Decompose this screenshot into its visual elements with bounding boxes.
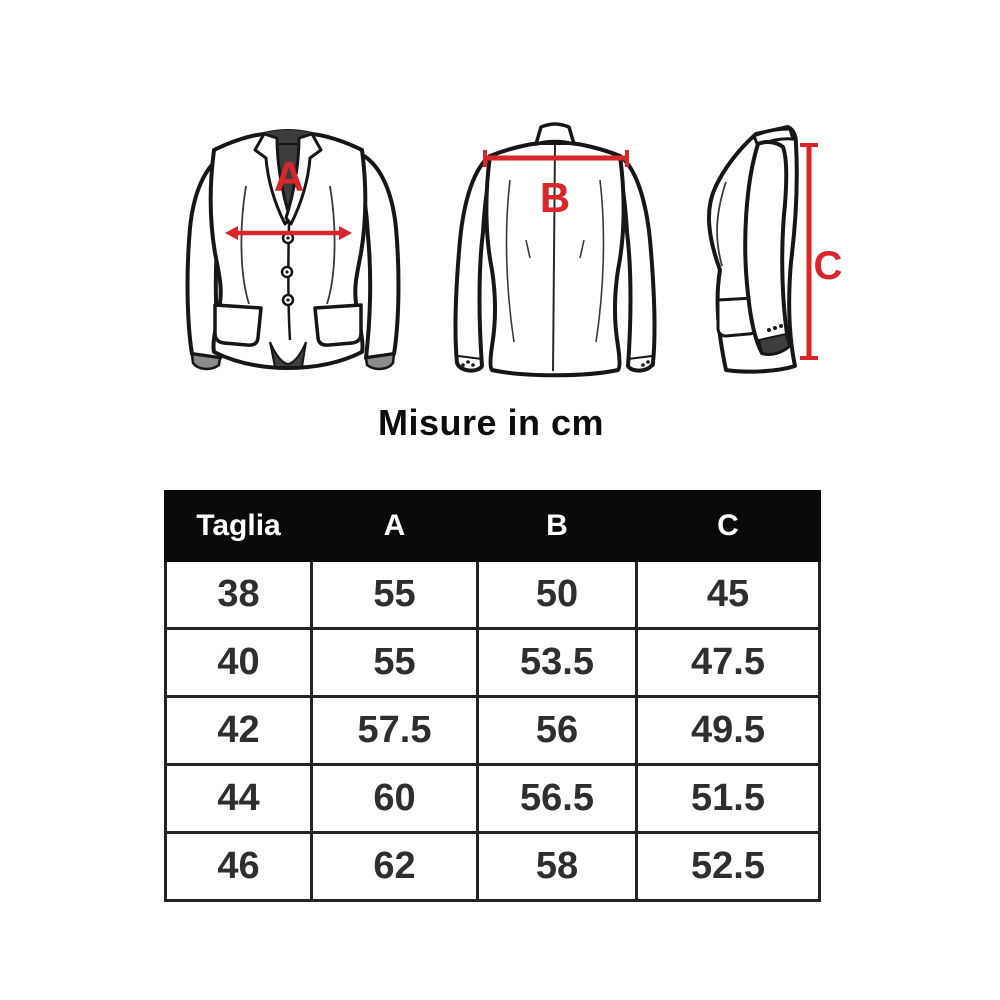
table-cell: 45 xyxy=(637,561,820,629)
table-cell: 49.5 xyxy=(637,697,820,765)
table-cell: 46 xyxy=(166,833,312,901)
table-cell: 42 xyxy=(166,697,312,765)
table-cell: 38 xyxy=(166,561,312,629)
table-cell: 51.5 xyxy=(637,765,820,833)
table-cell: 53.5 xyxy=(478,629,637,697)
table-cell: 62 xyxy=(312,833,478,901)
table-row xyxy=(166,765,820,833)
jacket-side-diagram xyxy=(696,122,846,378)
page-title: Misure in cm xyxy=(377,402,605,443)
table-cell: 56 xyxy=(478,697,637,765)
table-cell: 52.5 xyxy=(637,833,820,901)
table-cell: 57.5 xyxy=(312,697,478,765)
column-header-taglia: Taglia xyxy=(166,492,312,561)
front-left-cuff xyxy=(192,354,220,369)
table-cell: 56.5 xyxy=(478,765,637,833)
table-cell: 55 xyxy=(312,629,478,697)
side-sleeve xyxy=(745,142,789,354)
size-table xyxy=(164,490,821,902)
jacket-front-diagram xyxy=(184,128,402,372)
table-cell: 40 xyxy=(166,629,312,697)
table-row xyxy=(166,697,820,765)
column-header-c: C xyxy=(637,492,820,561)
measurement-label-c: C xyxy=(813,244,843,288)
measurement-label-a: A xyxy=(273,153,305,200)
size-table-header-row xyxy=(166,492,820,561)
size-table-container xyxy=(164,490,821,902)
table-row xyxy=(166,629,820,697)
table-cell: 60 xyxy=(312,765,478,833)
front-right-cuff xyxy=(366,354,394,369)
table-cell: 44 xyxy=(166,765,312,833)
table-row xyxy=(166,561,820,629)
table-cell: 47.5 xyxy=(637,629,820,697)
table-cell: 58 xyxy=(478,833,637,901)
column-header-a: A xyxy=(312,492,478,561)
jacket-back-diagram xyxy=(448,120,668,380)
table-cell: 55 xyxy=(312,561,478,629)
column-header-b: B xyxy=(478,492,637,561)
measurement-label-b: B xyxy=(539,174,571,221)
table-row xyxy=(166,833,820,901)
table-cell: 50 xyxy=(478,561,637,629)
